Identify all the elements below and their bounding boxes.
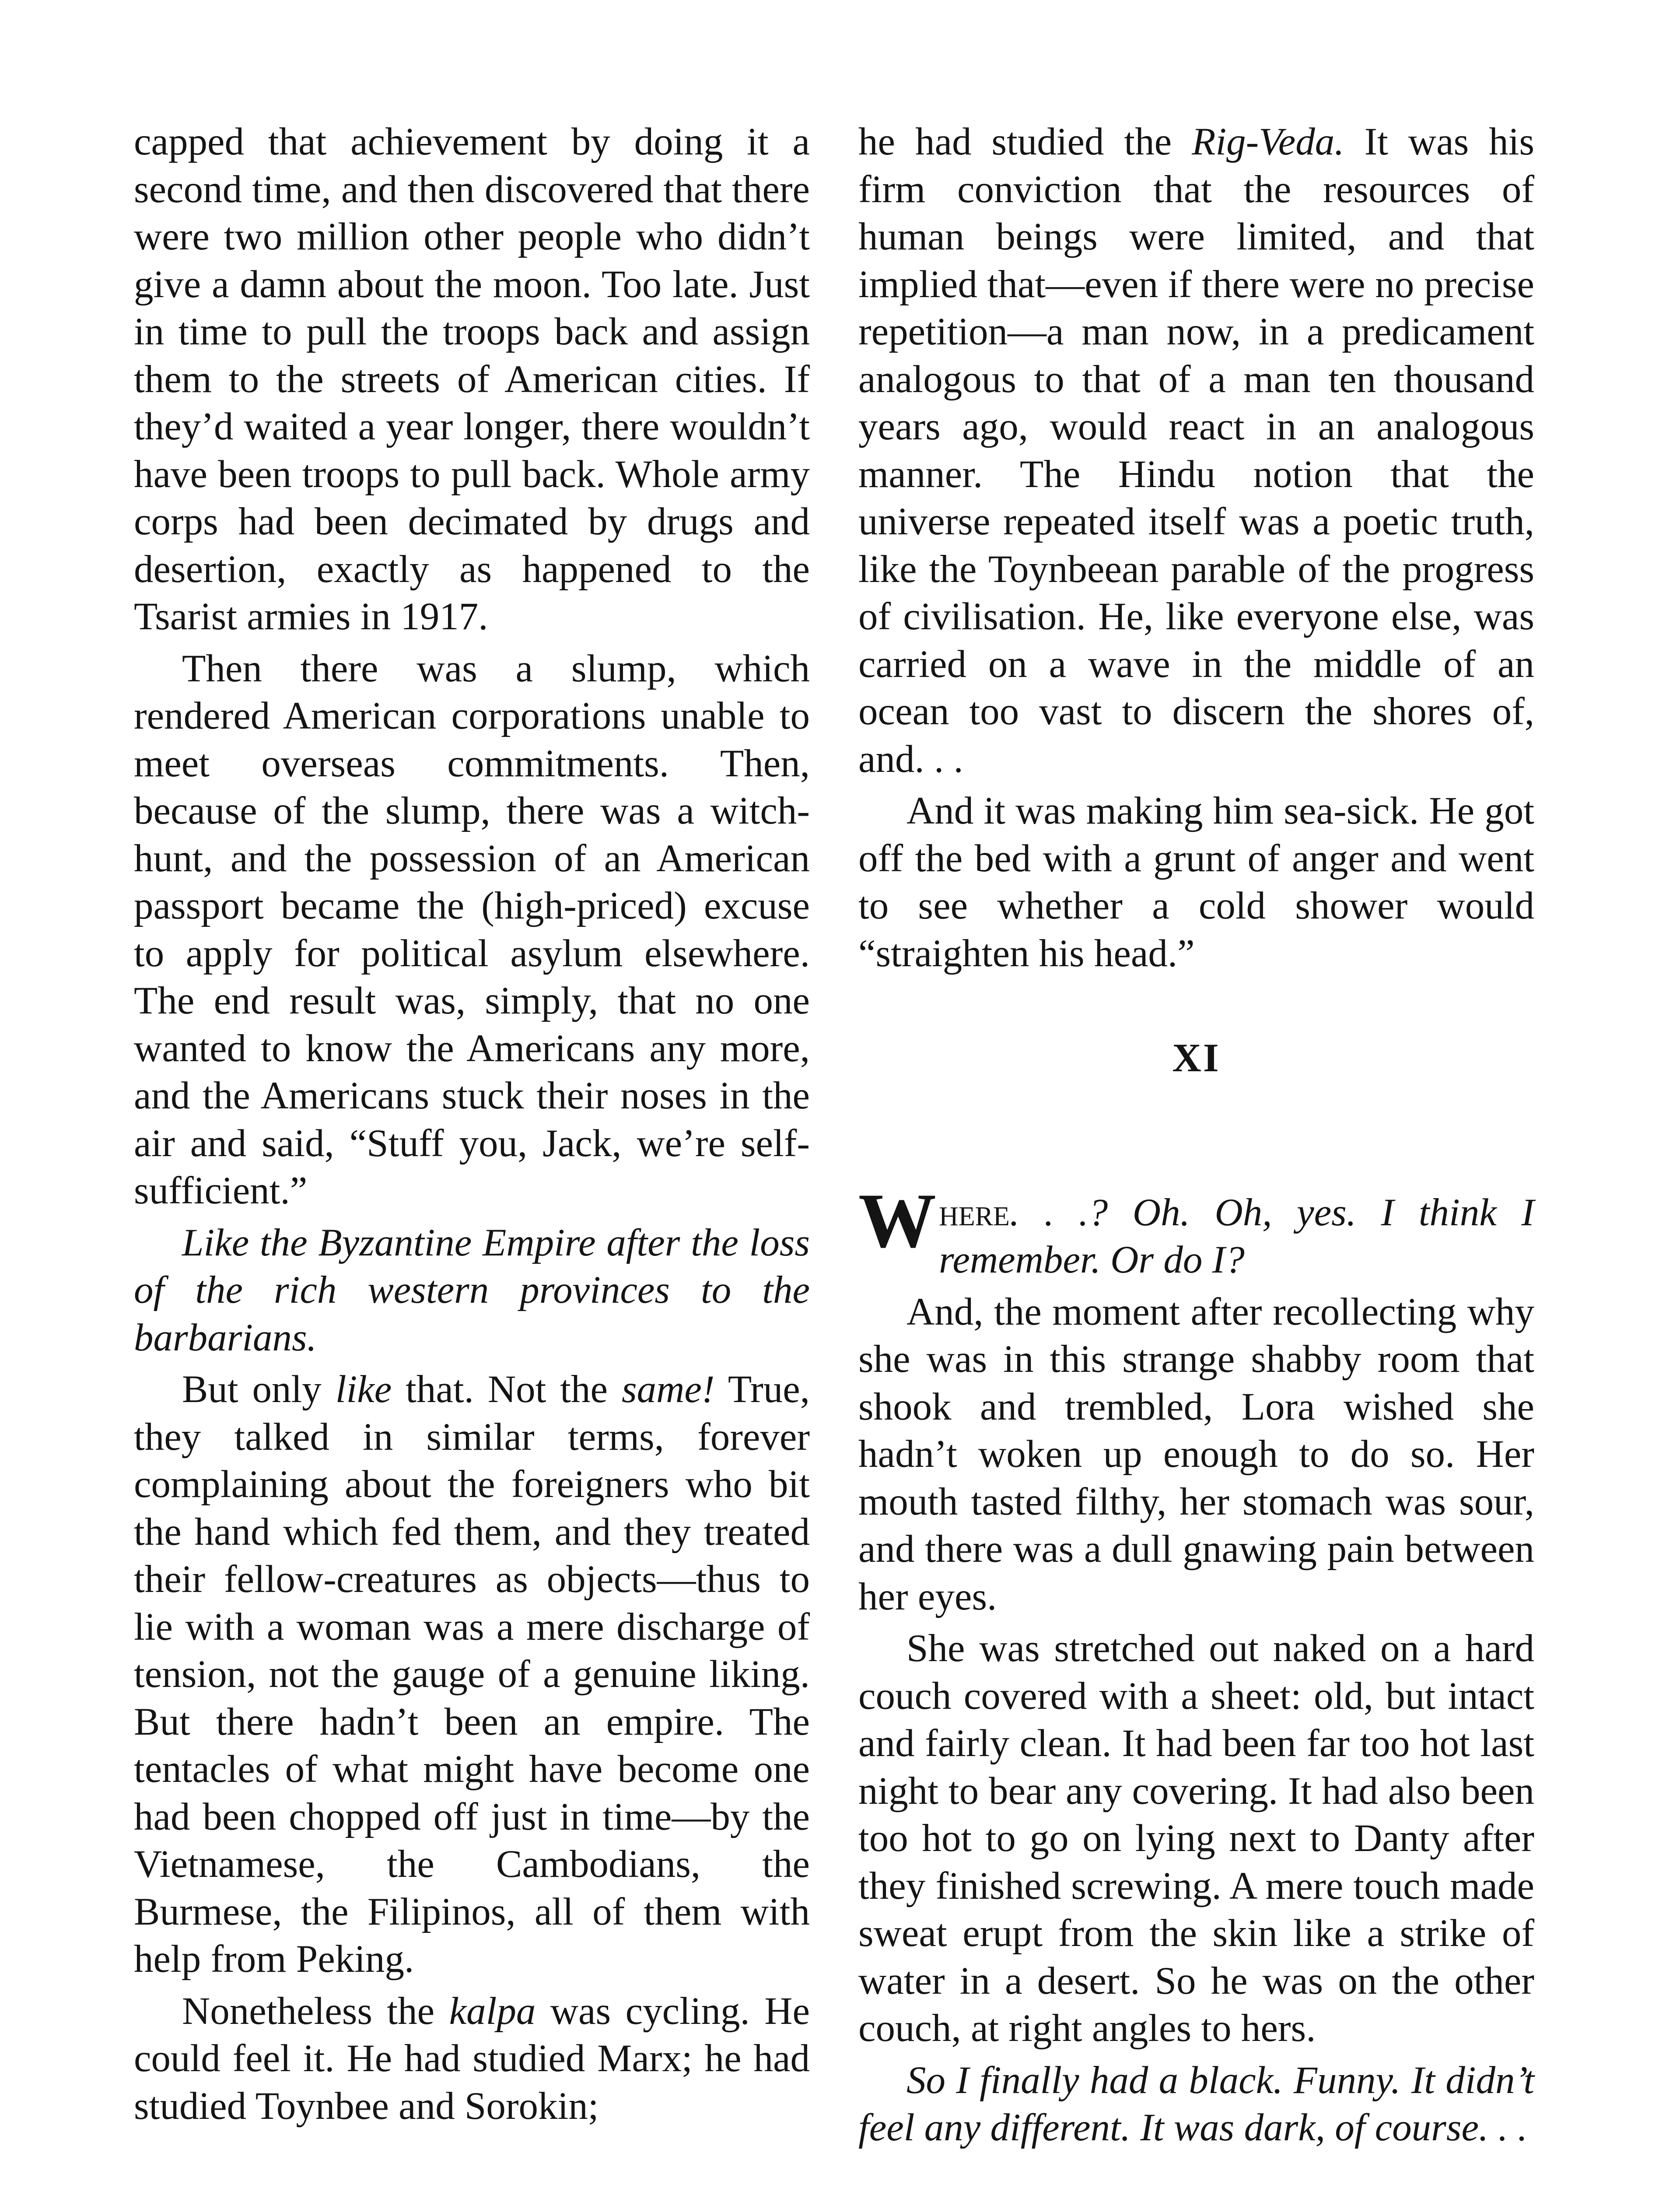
text-run: But only [182,1368,336,1411]
paragraph: And it was making him sea-sick. He got off the bed with a grunt of anger and went to see whether a cold shower would “straighten his head.” [858,789,1534,975]
left-column [134,118,810,2130]
right-column [858,118,1534,2152]
text-run: Nonetheless the [182,1989,449,2033]
text-run: he had studied the [858,120,1192,163]
italic-text: . . .? Oh. Oh, yes. I think I remember. Or do I? [939,1191,1534,1281]
text-run: was cycling. He could feel it. He had studied Marx; he had studied Toynbee and Sorokin; [134,1989,810,2128]
italic-word: kalpa [449,1989,536,2033]
paragraph [134,1988,810,2130]
italic-word: like [335,1368,392,1411]
paragraph: capped that achievement by doing it a second time, and then discovered that there were two million other people who didn’t give a damn about the moon. Too late. Just in time to pull the troops back and assign them to the streets of American cities. If they’d waited a year longer, there wouldn’t have been troops to pull back. Whole army corps had been decimated by drugs and desertion, exactly as happened to the Tsarist armies in 1917. [134,120,810,638]
chapter-heading: XI [1172,1035,1221,1080]
paragraph [858,118,1534,783]
text-run: It was his firm conviction that the resources of human beings were limited, and that implied that—even if there were no precise repetition—a man now, in a predicament analogous to that of a man ten thousand years ago, would react in an analogous manner. The Hindu notion that the universe repeated itself was a poetic truth, like the Toynbeean parable of the progress of civilisation. He, like everyone else, was carried on a wave in the middle of an ocean too vast to discern the shores of, and. . . [858,120,1535,781]
text-run: that. Not the [392,1368,622,1411]
paragraph: Then there was a slump, which rendered American corporations unable to meet overseas commitments. Then, because of the slump, there was a witch-hunt, and the possession of an American passport became the (high-priced) excuse to apply for political asylum elsewhere. The end result was, simply, that no one wanted to know the Americans any more, and the Americans stuck their noses in the air and said, “Stuff you, Jack, we’re self-sufficient.” [134,647,810,1212]
drop-cap: W [858,1177,936,1264]
paragraph: And, the moment after recollecting why she was in this strange shabby room that shook and trembled, Lora wished she hadn’t woken up enough to do so. Her mouth tasted filthy, her stomach was sour, and there was a dull gnawing pain between her eyes. [858,1290,1534,1618]
italic-word: Rig-Veda. [1192,120,1344,163]
italic-paragraph: Like the Byzantine Empire after the loss of the rich western provinces to the barbarians. [134,1221,810,1359]
text-run: True, they talked in similar terms, forever complaining about the foreigners who bit the hand which fed them, and they treated their fellow-creatures as objects—thus to lie with a woman was a mere discharge of tension, not the gauge of a genuine liking. But there hadn’t been an empire. The tentacles of what might have become one had been chopped off just in time—by the Vietnamese, the Cambodians, the Burmese, the Filipinos, all of them with help from Peking. [134,1368,810,1981]
italic-word: same! [621,1368,715,1411]
italic-paragraph: So I finally had a black. Funny. It didn’t feel any different. It was dark, of course. . . [858,2058,1534,2149]
paragraph [134,1366,810,1983]
small-caps-lead: here [939,1191,1010,1234]
chapter-opening-paragraph [858,1177,1534,1284]
paragraph: She was stretched out naked on a hard couch covered with a sheet: old, but intact and fairly clean. It had been far too hot last night to bear any covering. It had also been too hot to go on lying next to Danty after they finished screwing. A mere touch made sweat erupt from the skin like a strike of water in a desert. So he was on the other couch, at right angles to hers. [858,1627,1534,2050]
